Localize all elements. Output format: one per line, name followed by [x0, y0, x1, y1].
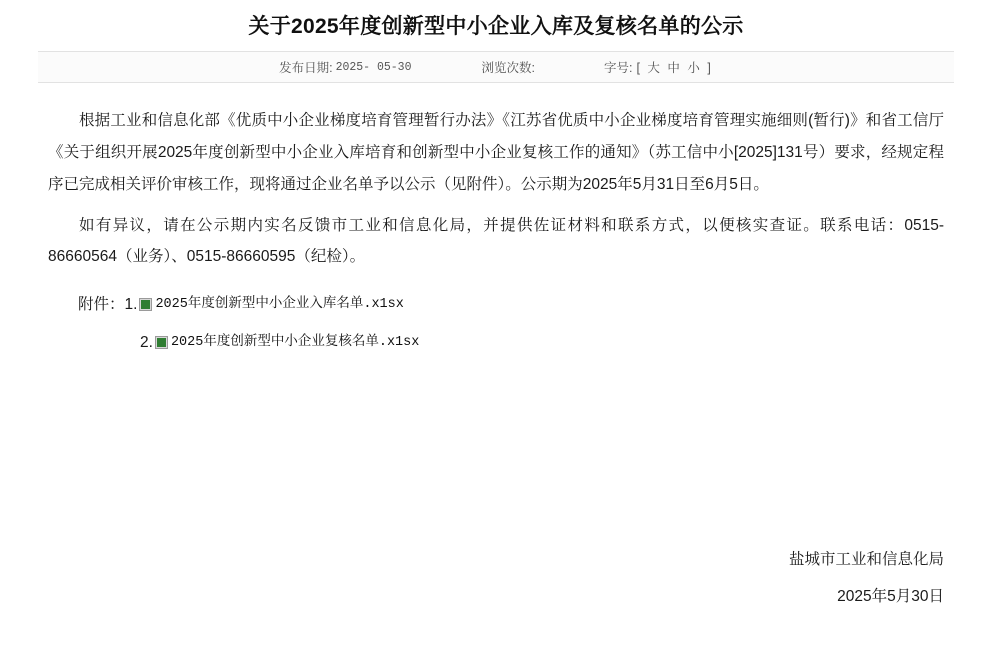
view-count-label: 浏览次数: — [481, 61, 535, 76]
attachment-link-1[interactable]: 2025年度创新型中小企业入库名单.x1sx — [155, 297, 404, 313]
paragraph-2: 如有异议，请在公示期内实名反馈市工业和信息化局，并提供佐证材料和联系方式，以便核实查证。联系电话：0515-86660564（业务）、0515-86660595（纪检）。 — [48, 216, 944, 266]
font-size-bracket-right: ] — [707, 61, 713, 76]
attachment-row-1 — [48, 289, 944, 320]
signature-date: 2025年5月30日 — [837, 587, 944, 605]
font-size-label: 字号: — [603, 61, 633, 76]
attachment-link-2[interactable]: 2025年度创新型中小企业复核名单.x1sx — [170, 335, 420, 351]
font-size-bracket-left: [ — [636, 61, 642, 76]
document-meta-bar — [38, 51, 954, 83]
title-bar — [0, 0, 992, 51]
attachment-index-1: 1. — [124, 296, 138, 314]
font-size-medium-button[interactable]: 中 — [667, 61, 682, 76]
spreadsheet-icon — [139, 298, 152, 311]
publish-date-value: 2025- 05-30 — [335, 60, 412, 74]
publish-date-label: 发布日期: — [279, 61, 333, 76]
font-size-options — [636, 58, 712, 76]
view-count — [481, 58, 537, 76]
font-size-large-button[interactable]: 大 — [647, 61, 662, 76]
paragraph-1: 根据工业和信息化部《优质中小企业梯度培育管理暂行办法》《江苏省优质中小企业梯度培育管理实施细则(暂行)》和省工信厅《关于组织开展2025年度创新型中小企业入库培育和创新型中小企业复核工作的通知》（苏工信中小[2025]131号）要求，经规定程序已完成相关评价审核工作，现将通过企业名单予以公示（见附件）。公示期为2025年5月31日至6月5日。 — [48, 112, 944, 193]
page-title: 关于2025年度创新型中小企业入库及复核名单的公示 — [248, 15, 744, 38]
publish-date — [279, 58, 411, 76]
document-body — [0, 83, 992, 358]
signature-block — [789, 541, 944, 615]
attachment-label: 附件： — [78, 296, 125, 314]
spreadsheet-icon — [155, 336, 168, 349]
attachment-row-2 — [48, 327, 944, 358]
signature-organization: 盐城市工业和信息化局 — [788, 550, 944, 568]
font-size-small-button[interactable]: 小 — [687, 61, 702, 76]
attachment-list — [48, 289, 944, 358]
font-size-control — [604, 58, 713, 76]
attachment-index-2: 2. — [140, 334, 153, 352]
